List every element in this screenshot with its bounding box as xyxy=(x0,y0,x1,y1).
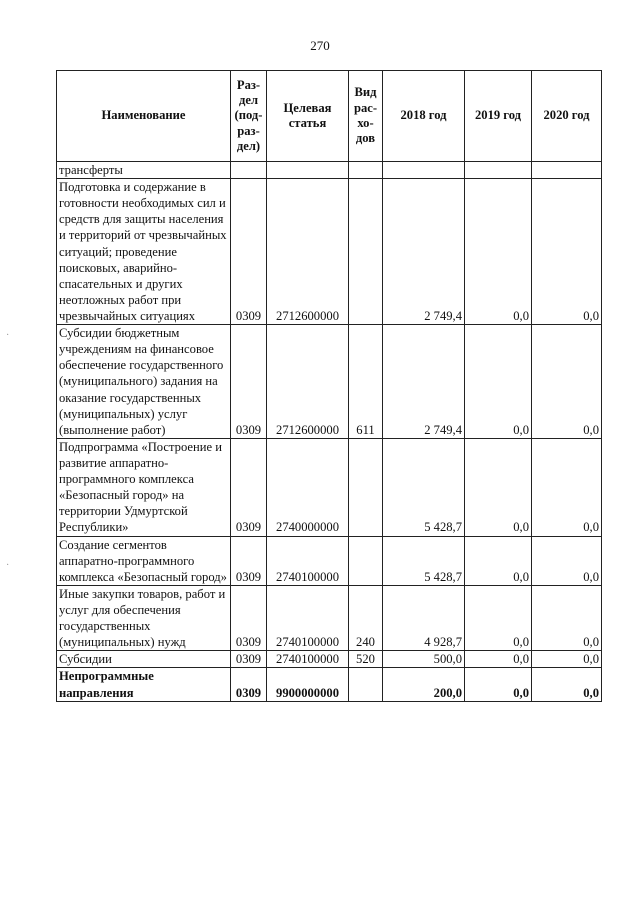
cell-kind xyxy=(349,668,383,701)
cell-2020: 0,0 xyxy=(532,438,602,536)
cell-article: 2712600000 xyxy=(267,325,349,439)
cell-name: Субсидии бюджетным учреждениям на финансовое обеспечение государственного (муниципального) задания на оказание государственных (муниципальных) услуг (выполнение работ) xyxy=(57,325,231,439)
cell-2018: 2 749,4 xyxy=(383,325,465,439)
cell-2019 xyxy=(465,162,532,179)
cell-name: Субсидии xyxy=(57,651,231,668)
table-header xyxy=(57,71,602,162)
cell-article: 9900000000 xyxy=(267,668,349,701)
cell-name: Непрограммные направления xyxy=(57,668,231,701)
cell-2018: 5 428,7 xyxy=(383,438,465,536)
cell-kind xyxy=(349,179,383,325)
cell-section: 0309 xyxy=(231,651,267,668)
header-2018: 2018 год xyxy=(383,71,465,162)
cell-section: 0309 xyxy=(231,179,267,325)
cell-name: Подпрограмма «Построение и развитие аппаратно-программного комплекса «Безопасный город» на территории Удмуртской Республики» xyxy=(57,438,231,536)
scan-mark: · xyxy=(6,330,10,341)
cell-article: 2740100000 xyxy=(267,536,349,585)
cell-article: 2712600000 xyxy=(267,179,349,325)
cell-article: 2740100000 xyxy=(267,585,349,650)
cell-2019: 0,0 xyxy=(465,536,532,585)
header-2019: 2019 год xyxy=(465,71,532,162)
cell-2019: 0,0 xyxy=(465,325,532,439)
cell-2018: 500,0 xyxy=(383,651,465,668)
cell-2018 xyxy=(383,162,465,179)
header-2020: 2020 год xyxy=(532,71,602,162)
cell-2018: 5 428,7 xyxy=(383,536,465,585)
table-row xyxy=(57,438,602,536)
table-body xyxy=(57,162,602,702)
cell-2018: 4 928,7 xyxy=(383,585,465,650)
cell-2018: 2 749,4 xyxy=(383,179,465,325)
cell-kind xyxy=(349,536,383,585)
header-article: Целевая статья xyxy=(267,71,349,162)
cell-2019: 0,0 xyxy=(465,179,532,325)
cell-2020: 0,0 xyxy=(532,179,602,325)
cell-kind xyxy=(349,438,383,536)
cell-2020 xyxy=(532,162,602,179)
cell-article xyxy=(267,162,349,179)
table-row xyxy=(57,162,602,179)
cell-section: 0309 xyxy=(231,438,267,536)
cell-name: Подготовка и содержание в готовности необходимых сил и средств для защиты населения и территорий от чрезвычайных ситуаций; проведение поисковых, аварийно-спасательных и других неотложных работ при чрезвычайных ситуациях xyxy=(57,179,231,325)
cell-name: Иные закупки товаров, работ и услуг для обеспечения государственных (муниципальных) нужд xyxy=(57,585,231,650)
header-name: Наименование xyxy=(57,71,231,162)
cell-2020: 0,0 xyxy=(532,668,602,701)
header-section: Раз- дел (под- раз- дел) xyxy=(231,71,267,162)
table-row xyxy=(57,179,602,325)
header-kind: Вид рас- хо- дов xyxy=(349,71,383,162)
cell-article: 2740100000 xyxy=(267,651,349,668)
table-row xyxy=(57,325,602,439)
table-row xyxy=(57,585,602,650)
cell-name: трансферты xyxy=(57,162,231,179)
page-number: 270 xyxy=(310,38,330,53)
cell-2018: 200,0 xyxy=(383,668,465,701)
cell-kind: 240 xyxy=(349,585,383,650)
cell-2020: 0,0 xyxy=(532,536,602,585)
cell-section: 0309 xyxy=(231,585,267,650)
cell-kind: 520 xyxy=(349,651,383,668)
cell-section: 0309 xyxy=(231,325,267,439)
cell-2020: 0,0 xyxy=(532,585,602,650)
cell-2019: 0,0 xyxy=(465,668,532,701)
cell-kind xyxy=(349,162,383,179)
cell-2019: 0,0 xyxy=(465,585,532,650)
scan-mark: · xyxy=(6,560,10,571)
table-row xyxy=(57,536,602,585)
budget-table xyxy=(56,70,602,702)
cell-name: Создание сегментов аппаратно-программного комплекса «Безопасный город» xyxy=(57,536,231,585)
table-row xyxy=(57,668,602,701)
cell-2019: 0,0 xyxy=(465,651,532,668)
cell-2020: 0,0 xyxy=(532,651,602,668)
table-row xyxy=(57,651,602,668)
cell-article: 2740000000 xyxy=(267,438,349,536)
cell-section: 0309 xyxy=(231,536,267,585)
cell-section xyxy=(231,162,267,179)
cell-2019: 0,0 xyxy=(465,438,532,536)
cell-kind: 611 xyxy=(349,325,383,439)
cell-section: 0309 xyxy=(231,668,267,701)
cell-2020: 0,0 xyxy=(532,325,602,439)
